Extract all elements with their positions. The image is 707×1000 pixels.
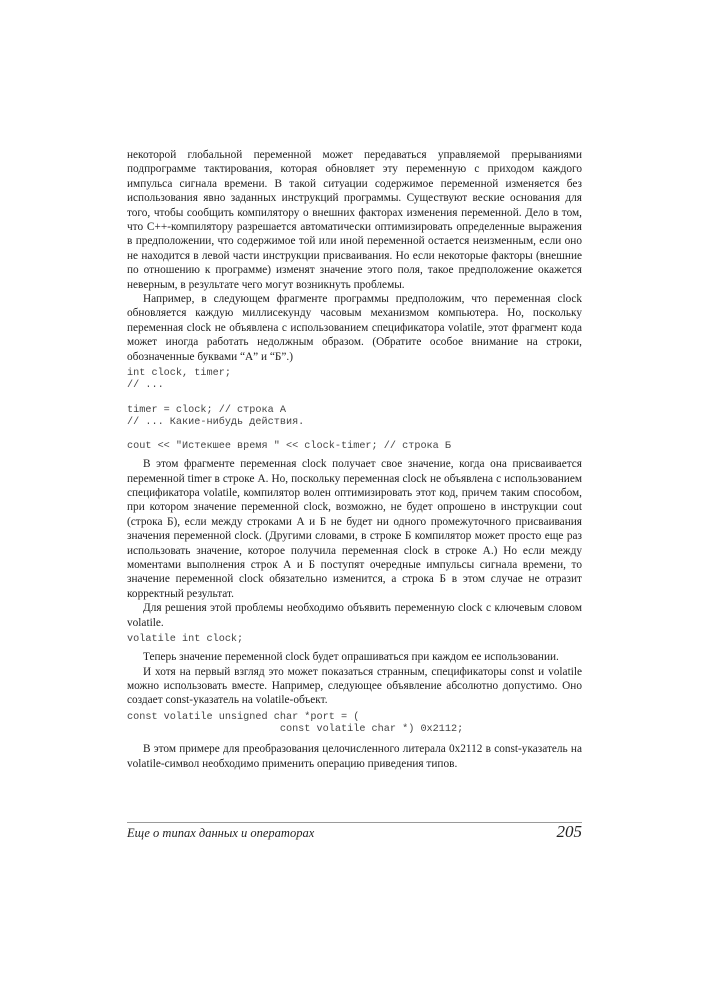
paragraph-2: Например, в следующем фрагменте программы предположим, что переменная clock обновляется каждую миллисекунду часовым механизмом компьютера. Но, поскольку переменная clock не объявлена с использованием спецификатора volatile, этот фрагмент кода может иногда работать недолжным образом. (Обратите особое внимание на строки, обозначенные буквами “А” и “Б”.) [127, 293, 582, 363]
paragraph-7: В этом примере для преобразования целочисленного литерала 0x2112 в const-указатель на volatile-символ необходимо применить операцию приведения типов. [127, 743, 582, 770]
code-line: const volatile unsigned char *port = ( [127, 711, 360, 723]
paragraph-3: В этом фрагменте переменная clock получает свое значение, когда она присваивается переменной timer в строке А. Но, поскольку переменная clock не объявлена с использованием спецификатора volatile, компилятор волен оптимизировать этот код, причем таким способом, при котором значение переменной clock, возможно, не будет опрошено в инструкции cout (строка Б), если между строками А и Б не будет ни одного промежуточного присваивания значения переменной clock. (Другими словами, в строке Б компилятор может просто еще раз использовать значение, которое получила переменная clock в строке А.) Но если между моментами выполнения строк А и Б поступят очередные импульсы сигнала времени, то значение переменной clock обязательно изменится, а строка Б в этом случае не отразит корректный результат. [127, 458, 582, 600]
code-line: // ... [127, 380, 164, 392]
code-line: volatile int clock; [127, 633, 244, 645]
running-footer-title: Еще о типах данных и операторах [127, 826, 315, 840]
paragraph-5: Теперь значение переменной clock будет опрашиваться при каждом ее использовании. [143, 651, 559, 664]
page-body [127, 148, 582, 771]
code-line: // ... Какие-нибудь действия. [127, 416, 305, 428]
code-line: timer = clock; // строка А [127, 404, 286, 416]
code-line: int clock, timer; [127, 368, 231, 380]
code-line: cout << "Истекшее время " << clock-timer; // строка Б [127, 440, 452, 452]
footer-divider [127, 822, 582, 823]
paragraph-6: И хотя на первый взгляд это может показаться странным, спецификаторы const и volatile можно использовать вместе. Например, следующее объявление абсолютно допустимо. Оно создает const-указатель на volatile-объект. [127, 665, 582, 707]
paragraph-4: Для решения этой проблемы необходимо объявить переменную clock с ключевым словом volatile. [127, 602, 582, 629]
code-line: const volatile char *) 0x2112; [127, 724, 464, 736]
paragraph-1: некоторой глобальной переменной может передаваться управляемой прерываниями подпрограмме тактирования, которая обновляет эту переменную с приходом каждого импульса сигнала времени. В такой ситуации содержимое переменной изменяется без использования явно заданных инструкций программы. Существуют веские основания для того, чтобы сообщить компилятору о внешних факторах изменения переменной. Дело в том, что C++-компилятору разрешается автоматически оптимизировать определенные выражения в предположении, что содержимое той или иной переменной остается неизменным, если оно не находится в левой части инструкции присваивания. Но если некоторые факторы (внешние по отношению к программе) изменят значение этого поля, такое предположение окажется неверным, в результате чего могут возникнуть проблемы. [127, 149, 582, 291]
page-number: 205 [556, 822, 582, 841]
